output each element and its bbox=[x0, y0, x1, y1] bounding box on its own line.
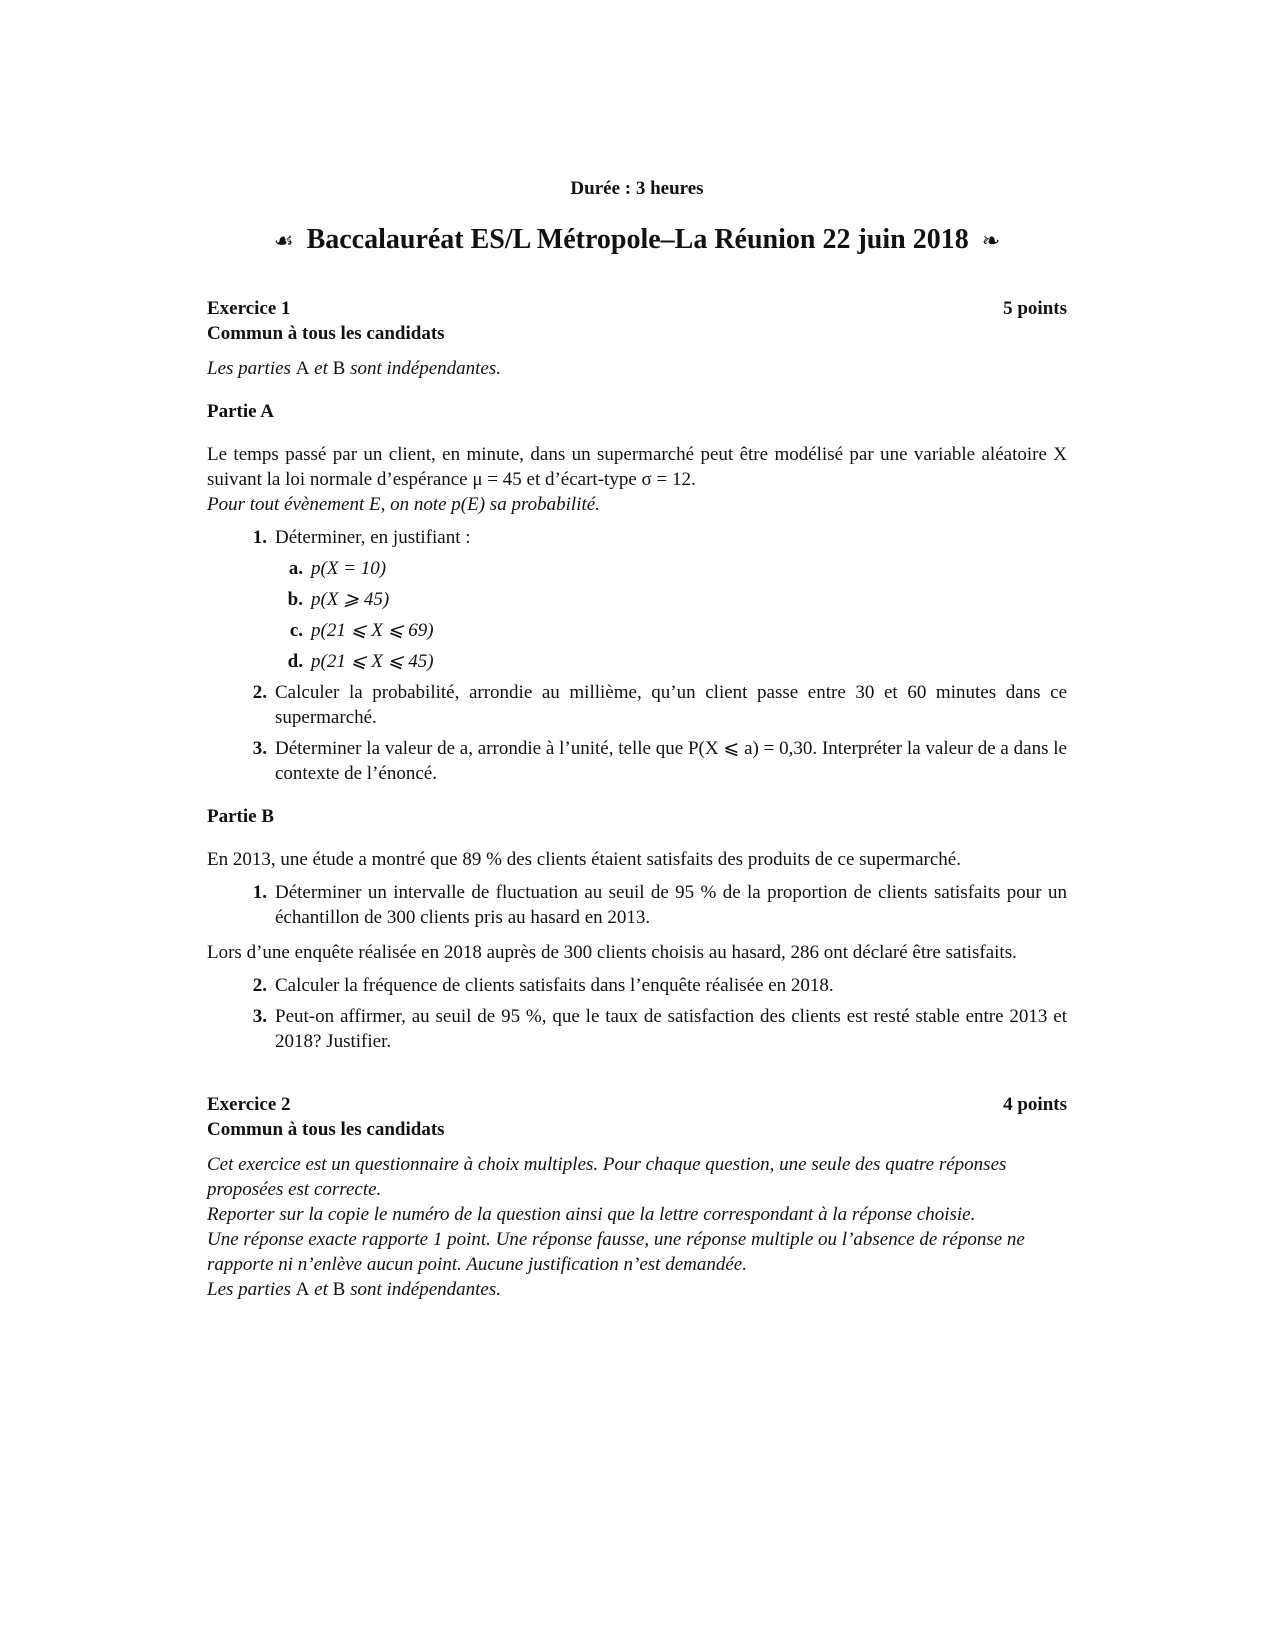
instruction-part-a: A bbox=[295, 1279, 310, 1300]
sub-question-label: b. bbox=[287, 589, 303, 610]
question-item bbox=[207, 525, 1067, 674]
exercise-2-subtitle: Commun à tous les candidats bbox=[207, 1119, 445, 1140]
exercise-2-points: 4 points bbox=[1003, 1094, 1067, 1115]
sub-question-label: d. bbox=[287, 651, 303, 672]
question-number: 1. bbox=[252, 527, 267, 548]
exercise-1-points: 5 points bbox=[1003, 298, 1067, 319]
sub-question-item bbox=[275, 618, 1067, 643]
question-text: Déterminer la valeur de a, arrondie à l’unité, telle que P(X ⩽ a) = 0,30. Interpréter la valeur de a dans le contexte de l’énoncé. bbox=[275, 738, 1067, 784]
fleuron-left-icon: ☙ bbox=[273, 228, 294, 253]
exercise-2-title: Exercice 2 bbox=[207, 1094, 291, 1115]
question-number: 2. bbox=[252, 682, 267, 703]
question-item bbox=[207, 1004, 1067, 1054]
partie-b-statement: En 2013, une étude a montré que 89 % des clients étaient satisfaits des produits de ce supermarché. bbox=[207, 849, 961, 870]
instruction-text: et bbox=[314, 1279, 328, 1300]
exercise-1-subtitle: Commun à tous les candidats bbox=[207, 323, 445, 344]
question-text: Déterminer, en justifiant : bbox=[275, 527, 471, 548]
question-text: Calculer la fréquence de clients satisfaits dans l’enquête réalisée en 2018. bbox=[275, 975, 834, 996]
instruction-text: Les parties bbox=[207, 1279, 291, 1300]
fleuron-right-icon: ❧ bbox=[981, 228, 1001, 253]
exercise-1-intro bbox=[207, 356, 1067, 381]
partie-a-title: Partie A bbox=[207, 401, 275, 422]
sub-question-item bbox=[275, 587, 1067, 612]
sub-question-label: a. bbox=[288, 558, 303, 579]
instruction-line: Reporter sur la copie le numéro de la question ainsi que la lettre correspondant à la réponse choisie. bbox=[207, 1204, 976, 1225]
question-text: Peut-on affirmer, au seuil de 95 %, que le taux de satisfaction des clients est resté stable entre 2013 et 2018? Justifier. bbox=[275, 1006, 1067, 1052]
intro-part-b: B bbox=[332, 358, 346, 379]
sub-question-text: p(21 ⩽ X ⩽ 69) bbox=[311, 620, 434, 641]
question-item bbox=[207, 736, 1067, 786]
sub-questions bbox=[275, 556, 1067, 674]
instruction-line bbox=[207, 1277, 1067, 1302]
question-text: Déterminer un intervalle de fluctuation au seuil de 95 % de la proportion de clients satisfaits pour un échantillon de 300 clients pris au hasard en 2013. bbox=[275, 882, 1067, 928]
instruction-line: Cet exercice est un questionnaire à choix multiples. Pour chaque question, une seule des quatre réponses proposées est correcte. bbox=[207, 1154, 1007, 1200]
partie-a-statement: Le temps passé par un client, en minute, dans un supermarché peut être modélisé par une variable aléatoire X suivant la loi normale d’espérance μ = 45 et d’écart-type σ = 12. bbox=[207, 444, 1067, 490]
sub-question-text: p(21 ⩽ X ⩽ 45) bbox=[311, 651, 434, 672]
sub-question-item bbox=[275, 649, 1067, 674]
sub-question-label: c. bbox=[289, 620, 303, 641]
partie-b-survey: Lors d’une enquête réalisée en 2018 auprès de 300 clients choisis au hasard, 286 ont déclaré être satisfaits. bbox=[207, 942, 1017, 963]
duration-label: Durée : 3 heures bbox=[570, 178, 704, 199]
question-item bbox=[207, 880, 1067, 930]
sub-question-text: p(X = 10) bbox=[311, 558, 387, 579]
question-text: Calculer la probabilité, arrondie au millième, qu’un client passe entre 30 et 60 minutes dans ce supermarché. bbox=[275, 682, 1067, 728]
partie-b-questions-2 bbox=[207, 973, 1067, 1054]
sub-question-item bbox=[275, 556, 1067, 581]
document-page bbox=[207, 176, 1067, 1302]
title-text: Baccalauréat ES/L Métropole–La Réunion 22 juin 2018 bbox=[306, 224, 969, 255]
instruction-text: sont indépendantes. bbox=[350, 1279, 502, 1300]
partie-b-title: Partie B bbox=[207, 806, 275, 827]
partie-b-questions-1 bbox=[207, 880, 1067, 930]
intro-text: Les parties bbox=[207, 358, 291, 379]
partie-a-note: Pour tout évènement E, on note p(E) sa probabilité. bbox=[207, 494, 600, 515]
instruction-part-b: B bbox=[332, 1279, 346, 1300]
intro-text: et bbox=[314, 358, 328, 379]
question-number: 3. bbox=[252, 738, 267, 759]
question-item bbox=[207, 680, 1067, 730]
question-number: 2. bbox=[252, 975, 267, 996]
exercise-2-instructions bbox=[207, 1152, 1067, 1302]
page-title bbox=[207, 223, 1067, 258]
question-number: 3. bbox=[252, 1006, 267, 1027]
intro-part-a: A bbox=[295, 358, 310, 379]
partie-a-questions bbox=[207, 525, 1067, 786]
instruction-line: Une réponse exacte rapporte 1 point. Une réponse fausse, une réponse multiple ou l’absence de réponse ne rapporte ni n’enlève aucun point. Aucune justification n’est demandée. bbox=[207, 1229, 1025, 1275]
exercise-2-header bbox=[207, 1092, 1067, 1117]
intro-text: sont indépendantes. bbox=[350, 358, 502, 379]
exercise-1-title: Exercice 1 bbox=[207, 298, 291, 319]
question-number: 1. bbox=[252, 882, 267, 903]
question-item bbox=[207, 973, 1067, 998]
sub-question-text: p(X ⩾ 45) bbox=[311, 589, 390, 610]
exercise-1-header bbox=[207, 296, 1067, 321]
